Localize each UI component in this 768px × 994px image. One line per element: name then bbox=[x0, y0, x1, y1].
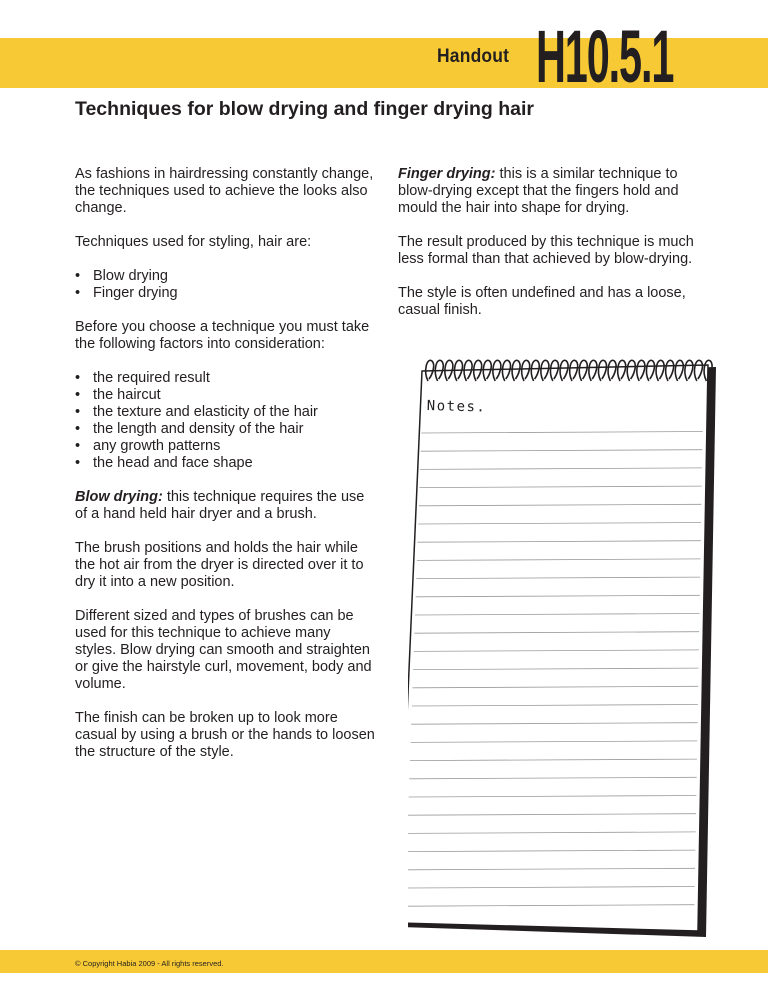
list-item: • the haircut bbox=[75, 387, 375, 404]
list-item: • the texture and elasticity of the hair bbox=[75, 404, 375, 421]
intro-paragraph: As fashions in hairdressing constantly change, the techniques used to achieve the looks also change. bbox=[75, 166, 374, 216]
notepad-illustration bbox=[408, 357, 718, 937]
finger-drying-term: Finger drying: bbox=[398, 166, 496, 182]
list-item: • the length and density of the hair bbox=[75, 421, 375, 438]
brushes-paragraph: Different sized and types of brushes can be used for this technique to achieve many styles. Blow drying can smooth and straighten or give the hairstyle curl, movement, body and volume. bbox=[75, 608, 372, 692]
brush-paragraph: The brush positions and holds the hair while the hot air from the dryer is directed over it to dry it into a new position. bbox=[75, 540, 364, 590]
factors-intro: Before you choose a technique you must take the following factors into consideration: bbox=[75, 319, 370, 352]
list-item: • Blow drying bbox=[75, 268, 375, 285]
page-title: Techniques for blow drying and finger drying hair bbox=[75, 98, 535, 120]
list-item: • the head and face shape bbox=[75, 455, 375, 472]
list-item: • Finger drying bbox=[75, 285, 375, 302]
handout-label: Handout bbox=[437, 46, 510, 67]
finger-drying-paragraph bbox=[398, 166, 698, 217]
factors-list bbox=[75, 370, 375, 472]
list-item: • any growth patterns bbox=[75, 438, 375, 455]
notepad-graphic bbox=[408, 357, 718, 937]
finish-paragraph: The finish can be broken up to look more casual by using a brush or the hands to loosen the structure of the style. bbox=[75, 710, 375, 760]
list-item: • the required result bbox=[75, 370, 375, 387]
finger-drying-text: this is a similar technique to blow-drying except that the fingers hold and mould the hair into shape for drying. bbox=[398, 166, 679, 216]
blow-drying-term: Blow drying: bbox=[75, 489, 163, 505]
handout-code: H10.5.1 bbox=[536, 15, 674, 98]
left-column bbox=[75, 166, 375, 761]
techniques-intro: Techniques used for styling, hair are: bbox=[75, 234, 312, 250]
copyright-text: © Copyright Habia 2009 - All rights reserved. bbox=[75, 959, 224, 968]
right-column bbox=[398, 166, 698, 319]
techniques-list bbox=[75, 268, 375, 302]
result-paragraph: The result produced by this technique is much less formal than that achieved by blow-drying. bbox=[398, 234, 694, 267]
style-paragraph: The style is often undefined and has a loose, casual finish. bbox=[398, 285, 686, 318]
blow-drying-text: this technique requires the use of a hand held hair dryer and a brush. bbox=[75, 489, 365, 522]
blow-drying-paragraph bbox=[75, 489, 375, 523]
notes-label: Notes. bbox=[426, 398, 487, 416]
